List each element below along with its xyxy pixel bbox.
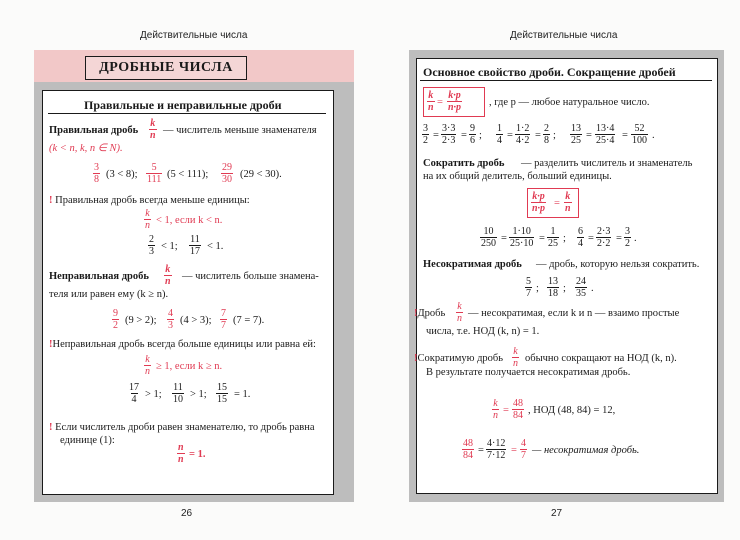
ex-equals: = <box>461 130 467 141</box>
reduce-note-c: В результате получается несократимая дробь. <box>426 367 631 378</box>
ex-text: > 1; <box>145 389 162 400</box>
proper-definition: — числитель меньше знаменателя <box>163 125 317 136</box>
reduce-note-b: обычно сокращают на НОД (k, n). <box>525 353 677 364</box>
kn-fraction: $\frac{k}{n}$ <box>150 118 156 141</box>
ex-sep: . <box>634 233 637 244</box>
proper-condition: (k < n, k, n ∈ N). <box>49 143 123 154</box>
note-3: ! Если числитель дроби равен знаменателю, то дробь равна <box>49 422 315 433</box>
ex-fraction: $\frac{52}{100}$ <box>632 123 647 146</box>
ex-fraction: $\frac{4}{7}$ <box>521 438 526 461</box>
ex-equals: = <box>478 445 484 456</box>
title-rule <box>48 113 326 114</box>
ex-text: = 1. <box>234 389 251 400</box>
kn-fraction: $\frac{k}{n}$ <box>428 90 434 113</box>
ex-fraction: $\frac{5}{111}$ <box>147 162 162 185</box>
kn-fraction: $\frac{k}{n}$ <box>165 264 171 287</box>
ex-fraction: $\frac{7}{7}$ <box>221 308 226 331</box>
improper-definition-2: теля или равен ему (k ≥ n). <box>49 289 169 300</box>
ex-equals: = <box>586 130 592 141</box>
ex-fraction: $\frac{6}{4}$ <box>578 226 583 249</box>
reduce-definition: — разделить числитель и знаменатель <box>521 158 693 169</box>
kn-fraction: $\frac{k}{n}$ <box>145 354 150 377</box>
final-note: — несократимая дробь. <box>532 445 640 456</box>
ex-sep: ; <box>553 130 556 141</box>
ex-fraction: $\frac{1}{25}$ <box>548 226 558 249</box>
proper-term: Правильная дробь <box>49 125 139 136</box>
section-title: Правильные и неправильные дроби <box>84 98 282 112</box>
kn-fraction: $\frac{k}{n}$ <box>145 208 150 231</box>
ex-text: (3 < 8); <box>106 169 138 180</box>
kn-fraction: $\frac{k}{n}$ <box>457 301 462 324</box>
ex-fraction: $\frac{48}{84}$ <box>513 398 523 421</box>
improper-term: Неправильная дробь <box>49 271 149 282</box>
irred-note-c: числа, т.е. НОД (k, n) = 1. <box>426 326 540 337</box>
left-running-header: Действительные числа <box>140 30 248 41</box>
ex-equals: = <box>535 130 541 141</box>
ex-equals: = <box>501 233 507 244</box>
ex-text: > 1; <box>190 389 207 400</box>
right-page <box>370 0 740 540</box>
ex-text: (7 = 7). <box>233 315 265 326</box>
reduce-note: !Сократимую дробь <box>414 353 504 364</box>
ex-fraction: $\frac{1\cdot 10}{25\cdot 10}$ <box>510 226 534 249</box>
improper-definition: — числитель больше знамена- <box>182 271 319 282</box>
irred-fraction: $\frac{5}{7}$ <box>526 276 531 299</box>
ex-fraction: $\frac{3}{2}$ <box>625 226 630 249</box>
gcd-line: , НОД (48, 84) = 12, <box>528 405 616 416</box>
note-3-formula: = 1. <box>189 449 206 460</box>
ex-fraction: $\frac{11}{17}$ <box>190 234 200 257</box>
ex-sep: . <box>591 283 594 294</box>
irreducible-definition: — дробь, которую нельзя сократить. <box>536 259 700 270</box>
ex-sep: ; <box>563 233 566 244</box>
ex-fraction: $\frac{3\cdot 3}{2\cdot 3}$ <box>442 123 456 146</box>
ex-fraction: $\frac{9}{6}$ <box>470 123 475 146</box>
equals-sign: = <box>554 198 560 209</box>
irred-fraction: $\frac{13}{18}$ <box>548 276 558 299</box>
ex-equals: = <box>433 130 439 141</box>
ex-text: < 1; <box>161 241 178 252</box>
irred-fraction: $\frac{24}{35}$ <box>576 276 586 299</box>
ex-fraction: $\frac{13}{25}$ <box>571 123 581 146</box>
ex-fraction: $\frac{1}{4}$ <box>497 123 502 146</box>
ex-fraction: $\frac{17}{4}$ <box>129 382 139 405</box>
reduce-term: Сократить дробь <box>423 158 505 169</box>
irred-note: !Дробь <box>414 308 446 319</box>
equals-sign: = <box>437 97 443 108</box>
ex-equals: = <box>588 233 594 244</box>
right-page-number: 27 <box>551 508 563 519</box>
nn-fraction: $\frac{n}{n}$ <box>178 442 184 465</box>
ex-fraction: $\frac{2\cdot 3}{2\cdot 2}$ <box>597 226 611 249</box>
right-content-box <box>416 58 718 494</box>
main-note: , где p — любое натуральное число. <box>489 97 650 108</box>
ex-fraction: $\frac{10}{250}$ <box>481 226 496 249</box>
ex-fraction: $\frac{13\cdot 4}{25\cdot 4}$ <box>596 123 615 146</box>
ex-text: (9 > 2); <box>125 315 157 326</box>
kn-fraction: $\frac{k}{n}$ <box>565 191 571 214</box>
ex-fraction: $\frac{2}{3}$ <box>149 234 154 257</box>
chapter-title: ДРОБНЫЕ ЧИСЛА <box>85 56 247 80</box>
ex-sep: ; <box>479 130 482 141</box>
title-rule <box>420 80 712 81</box>
right-running-header: Действительные числа <box>510 30 618 41</box>
note-1: ! Правильная дробь всегда меньше единицы: <box>49 195 250 206</box>
note-3b: единице (1): <box>60 435 115 446</box>
ex-sep: . <box>652 130 655 141</box>
ex-sep: ; <box>563 283 566 294</box>
ex-fraction: $\frac{1\cdot 2}{4\cdot 2}$ <box>516 123 530 146</box>
ex-text: < 1. <box>207 241 224 252</box>
note-1-formula: < 1, если k < n. <box>156 215 223 226</box>
ex-fraction: $\frac{29}{30}$ <box>222 162 232 185</box>
note-2: !Неправильная дробь всегда больше единицы или равна ей: <box>49 339 316 350</box>
ex-equals: = <box>616 233 622 244</box>
irreducible-term: Несократимая дробь <box>423 259 522 270</box>
section-title: Основное свойство дроби. Сокращение дробей <box>423 65 676 79</box>
ex-equals: = <box>622 130 628 141</box>
note-2-formula: ≥ 1, если k ≥ n. <box>156 361 223 372</box>
ex-text: (4 > 3); <box>180 315 212 326</box>
kp-np-fraction: $\frac{k\cdot p}{n\cdot p}$ <box>448 90 462 113</box>
ex-equals: = <box>539 233 545 244</box>
ex-text: (5 < 111); <box>167 169 209 180</box>
ex-fraction: $\frac{2}{8}$ <box>544 123 549 146</box>
kp-np-fraction: $\frac{k\cdot p}{n\cdot p}$ <box>532 191 546 214</box>
ex-fraction: $\frac{15}{15}$ <box>217 382 227 405</box>
equals-sign: = <box>511 445 517 456</box>
ex-fraction: $\frac{4}{3}$ <box>168 308 173 331</box>
irred-note-b: — несократимая, если k и n — взаимо простые <box>468 308 680 319</box>
ex-fraction: $\frac{4\cdot 12}{7\cdot 12}$ <box>487 438 506 461</box>
ex-fraction: $\frac{3}{2}$ <box>423 123 428 146</box>
kn-fraction: $\frac{k}{n}$ <box>513 346 518 369</box>
ex-sep: ; <box>536 283 539 294</box>
ex-fraction: $\frac{3}{8}$ <box>94 162 99 185</box>
kn-fraction: $\frac{k}{n}$ <box>493 398 498 421</box>
left-page-number: 26 <box>181 508 193 519</box>
ex-fraction: $\frac{9}{2}$ <box>113 308 118 331</box>
ex-equals: = <box>507 130 513 141</box>
ex-fraction: $\frac{11}{10}$ <box>173 382 183 405</box>
reduce-definition-2: на их общий делитель, больший единицы. <box>423 171 612 182</box>
ex-text: (29 < 30). <box>240 169 282 180</box>
ex-fraction: $\frac{48}{84}$ <box>463 438 473 461</box>
equals-sign: = <box>503 405 509 416</box>
